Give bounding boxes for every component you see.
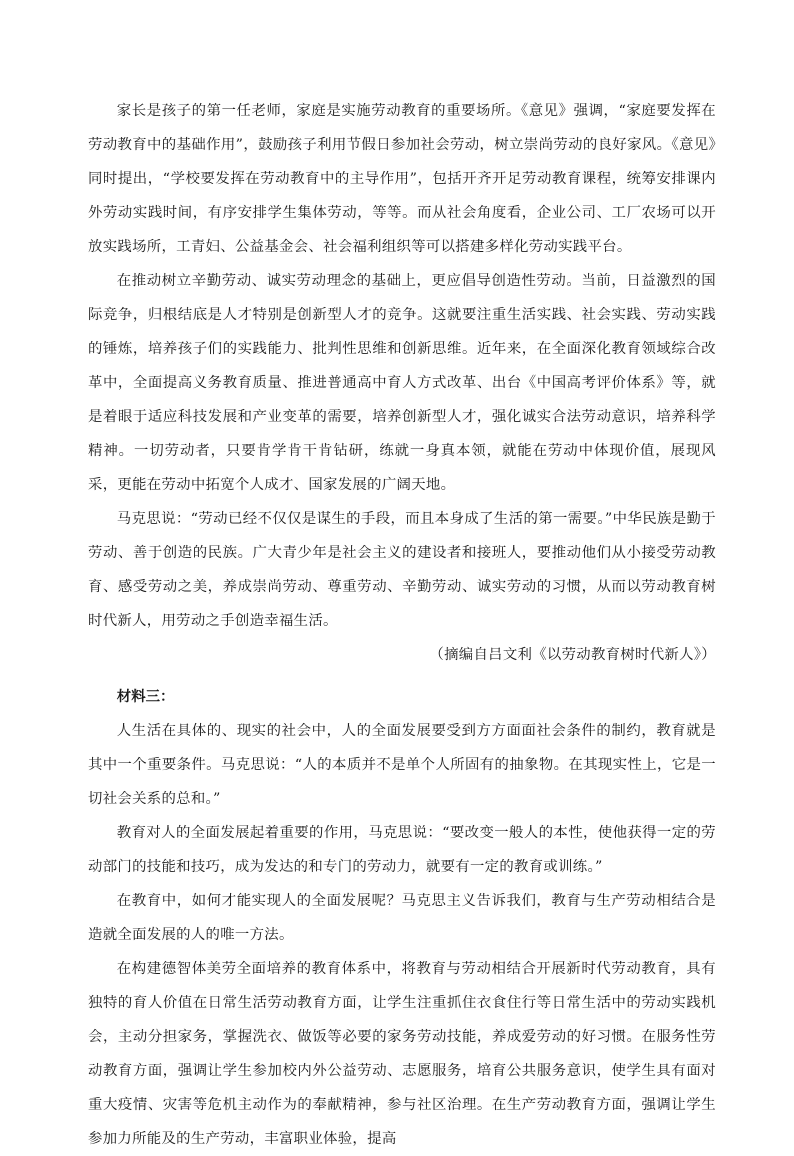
paragraph: 教育对人的全面发展起着重要的作用，马克思说：“要改变一般人的本性，使他获得一定的劳动部门的技能和技巧，成为发达的和专门的劳动力，就要有一定的教育或训练。” <box>88 825 716 875</box>
paragraph: 在构建德智体美劳全面培养的教育体系中，将教育与劳动相结合开展新时代劳动教育，具有独特的育人价值在日常生活劳动教育方面，让学生注重抓住衣食住行等日常生活中的劳动实践机会，主动分担家务，掌握洗衣、做饭等必要的家务劳动技能，养成爱劳动的好习惯。在服务性劳动教育方面，强调让学生参加校内外公益劳动、志愿服务，培育公共服务意识，使学生具有面对重大疫情、灾害等危机主动作为的奉献精神，参与社区治理。在生产劳动教育方面，强调让学生参加力所能及的生产劳动，丰富职业体验，提高 <box>88 961 716 1147</box>
section-heading: 材料三： <box>116 689 175 705</box>
paragraph: 家长是孩子的第一任老师，家庭是实施劳动教育的重要场所。《意见》强调，“家庭要发挥在劳动教育中的基础作用”，鼓励孩子利用节假日参加社会劳动，树立崇尚劳动的良好家风。《意见》同时提出，“学校要发挥在劳动教育中的主导作用”，包括开齐开足劳动教育课程，统筹安排课内外劳动实践时间，有序安排学生集体劳动，等等。而从社会角度看，企业公司、工厂农场可以开放实践场所，工青妇、公益基金会、社会福利组织等可以搭建多样化劳动实践平台。 <box>88 103 716 255</box>
paragraph: 马克思说：“劳动已经不仅仅是谋生的手段，而且本身成了生活的第一需要。”中华民族是勤于劳动、善于创造的民族。广大青少年是社会主义的建设者和接班人，要推动他们从小接受劳动教育、感受劳动之美，养成崇尚劳动、尊重劳动、辛勤劳动、诚实劳动的习惯，从而以劳动教育树时代新人，用劳动之手创造幸福生活。 <box>88 511 716 629</box>
document-page <box>88 94 716 1156</box>
source-citation: （摘编自吕文利《以劳动教育树时代新人》） <box>429 647 716 663</box>
paragraph: 在推动树立辛勤劳动、诚实劳动理念的基础上，更应倡导创造性劳动。当前，日益激烈的国际竞争，归根结底是人才特别是创新型人才的竞争。这就要注重生活实践、社会实践、劳动实践的锤炼，培养孩子们的实践能力、批判性思维和创新思维。近年来，在全面深化教育领域综合改革中，全面提高义务教育质量、推进普通高中育人方式改革、出台《中国高考评价体系》等，就是着眼于适应科技发展和产业变革的需要，培养创新型人才，强化诚实合法劳动意识，培养科学精神。一切劳动者，只要肯学肯干肯钻研，练就一身真本领，就能在劳动中体现价值，展现风采，更能在劳动中拓宽个人成才、国家发展的广阔天地。 <box>88 273 716 493</box>
paragraph: 在教育中，如何才能实现人的全面发展呢？马克思主义告诉我们，教育与生产劳动相结合是造就全面发展的人的唯一方法。 <box>88 893 716 943</box>
paragraph: 人生活在具体的、现实的社会中，人的全面发展要受到方方面面社会条件的制约，教育就是其中一个重要条件。马克思说：“人的本质并不是单个人所固有的抽象物。在其现实性上，它是一切社会关系的总和。” <box>88 723 716 807</box>
